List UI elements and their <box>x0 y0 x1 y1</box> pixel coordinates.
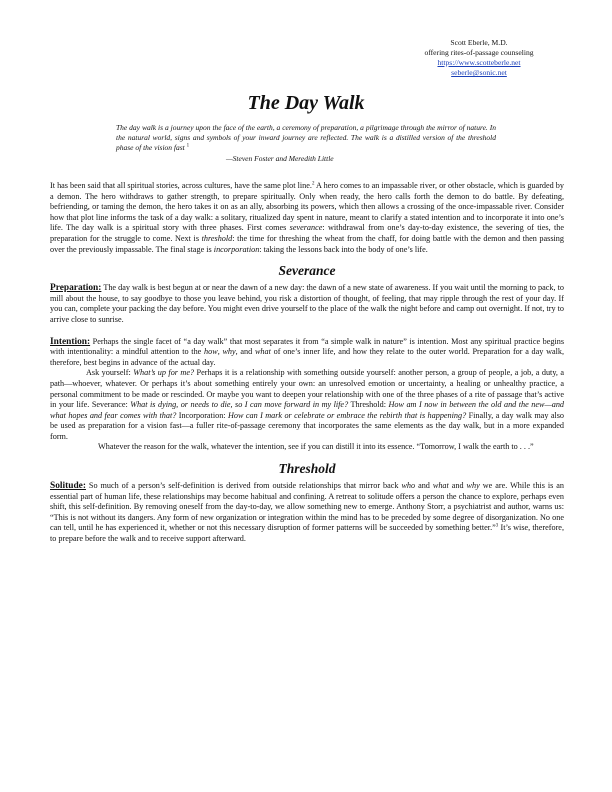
email-link[interactable]: seberle@sonic.net <box>451 68 507 77</box>
article-body <box>50 181 564 545</box>
whatever-paragraph: Whatever the reason for the walk, whatever the intention, see if you can distill it into its essence. “Tomorrow, I walk the earth to . . .” <box>98 442 534 452</box>
footnote-ref-1[interactable]: 1 <box>186 143 190 149</box>
page-title: The Day Walk <box>247 92 365 114</box>
epigraph-attribution: —Steven Foster and Meredith Little <box>226 153 334 163</box>
footnote-ref-2[interactable]: 2 <box>311 181 315 187</box>
footnote-ref-3[interactable]: 3 <box>495 523 499 529</box>
solitude-paragraph: Solitude: So much of a person’s self-definition is derived from outside relationships that mirror back who and what and why we are. While this is an essential part of human life, these relationships may become habitual and confining. A retreat to solitude offers a person the chance to explore, perhaps even shift, this self-definition. By removing oneself from the day-to-day, we allow something new to emerge. Anthony Storr, a psychiatrist and author, warns us: “This is not without its dangers. Any form of new organization or integration within the mind has to be preceded by some degree of disorganization. No one can tell, until he has experienced it, whether or not this necessary disruption of former patterns will be succeeded by something better.”$^3$ It’s wise, therefore, to prepare before the walk and to receive support afterward. <box>50 481 564 544</box>
preparation-paragraph: Preparation: The day walk is best begun at or near the dawn of a new day: the dawn of a new state of awareness. If you wait until the morning to pack, to mill about the house, to say goodbye to those you leave behind, you risk a distortion of thought, of feeling, that may ripple through the rest of your day. If you can, complete your packing the day before. You might even drive yourself to the place of the walk the night before and camp out overnight. If not, try to arrive close to sunrise. <box>50 283 564 324</box>
intro-paragraph: It has been said that all spiritual stories, across cultures, have the same plot line.$^2$ A hero comes to an impassable river, or other obstacle, which is guarded by a demon. The hero withdraws to gather strength, to prepare spiritually. Only when ready, the hero calls forth the demon to do battle. By defeating, befriending, or taming the demon, the hero takes it on as an ally, absorbing its powers, which then allows a crossing of the once-impassable river. Consider how that plot line informs the task of a day walk: a solitary, ritualized day spent in nature, meant to clarify a stated intention and to incorporate it into one’s life. The day walk is a spiritual story with three phases. First comes severance: withdrawal from one’s day-to-day existence, the severing of ties, the preparation for the struggle to come. Next is threshold: the time for threshing the wheat from the chaff, for doing battle with the demon and then passing over the previously impassable. The final stage is incorporation: taking the lessons back into the body of one’s life. <box>50 181 564 254</box>
section-heading-severance: Severance <box>278 263 336 279</box>
preparation-label: Preparation: <box>50 283 102 294</box>
intention-label: Intention: <box>50 336 91 347</box>
author-tagline: offering rites-of-passage counseling <box>424 48 534 57</box>
intention-paragraph: Intention: Perhaps the single facet of “a day walk” that most separates it from “a simple walk in nature” is intention. Most any spiritual practice begins with intentionality: a mindful attention to the how, why, and what of one’s inner life, and how they relate to the outer world. Preparation for a day walk, therefore, best begins in advance of the actual day. <box>50 336 565 367</box>
epigraph <box>116 123 496 164</box>
website-link[interactable]: https://www.scotteberle.net <box>437 58 521 67</box>
section-heading-threshold: Threshold <box>278 461 336 477</box>
author-block <box>404 38 554 78</box>
author-name: Scott Eberle, M.D. <box>450 38 508 47</box>
epigraph-text: The day walk is a journey upon the face of the earth, a ceremony of preparation, a pilgrimage through the mirror of nature. In the natural world, signs and symbols of your inward journey are reflected. The walk is a distilled version of the threshold phase of the vision fast <box>116 123 496 153</box>
ask-yourself-paragraph: Ask yourself: What’s up for me? Perhaps it is a relationship with something outside yourself: another person, a group of people, a job, a duty, a path—whoever, whatever. Or perhaps it’s about something entirely your own: an unresolved emotion or uncertainty, a healing or unhealthy practice, a personal commitment to be made or rescinded. Or maybe you want to deepen your relationship with one of the three phases of a rite of passage that’s active in your life. Severance: What is dying, or needs to die, so I can move forward in my life? Threshold: How am I now in between the old and the new—and what hopes and fear comes with that? Incorporation: How can I mark or celebrate or embrace the rebirth that is happening? Finally, a day walk may also be used as preparation for a vision fast—a fuller rite-of-passage ceremony that incorporates the same elements as the day walk, but in a more expanded form. <box>50 368 565 441</box>
solitude-label: Solitude: <box>50 481 86 492</box>
